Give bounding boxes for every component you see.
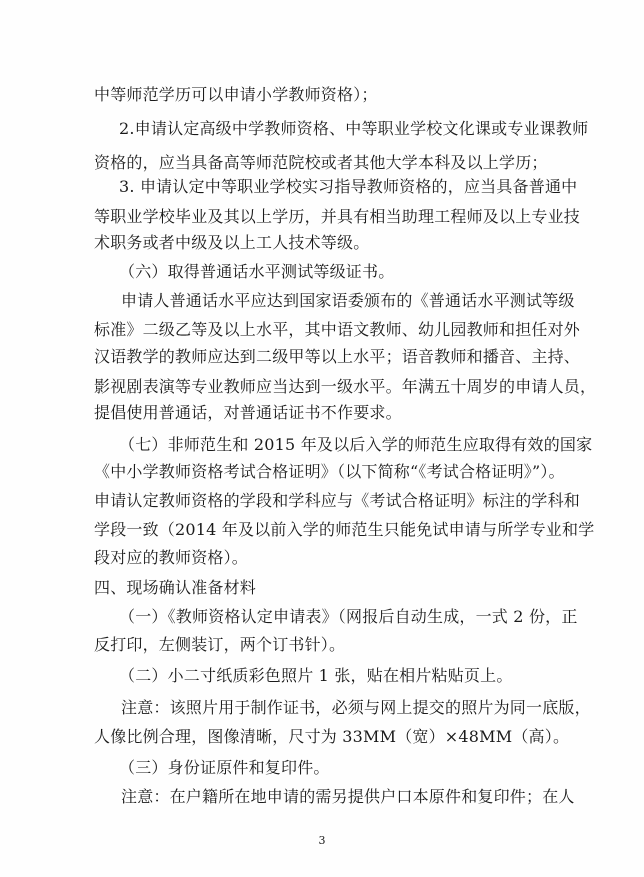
text-line: 中等师范学历可以申请小学教师资格）； [94, 85, 378, 104]
text-line: 申请认定教师资格的学段和学科应与《考试合格证明》标注的学科和 [94, 491, 581, 510]
text-line: 资格的，应当具备高等师范院校或者其他大学本科及以上学历； [94, 153, 548, 172]
text-line: 标准》二级乙等及以上水平，其中语文教师、幼儿园教师和担任对外 [94, 320, 581, 339]
text-line: 注意：该照片用于制作证书，必须与网上提交的照片为同一底版， [121, 698, 591, 717]
text-line: （二）小二寸纸质彩色照片 1 张，贴在相片粘贴页上。 [119, 666, 513, 685]
text-line: 段对应的教师资格）。 [94, 548, 249, 567]
text-line: 反打印，左侧装订，两个订书针）。 [94, 635, 346, 654]
text-line: 等职业学校毕业及其以上学历，并具有相当助理工程师及以上专业技 [94, 207, 581, 226]
text-line: 《中小学教师资格考试合格证明》（以下简称“《考试合格证明》”）。 [94, 462, 565, 481]
text-line: 申请人普通话水平应达到国家语委颁布的《普通话水平测试等级 [121, 291, 575, 310]
text-line: （一）《教师资格认定申请表》（网报后自动生成，一式 2 份，正 [119, 607, 578, 626]
section-heading: （七）非师范生和 2015 年及以后入学的师范生应取得有效的国家 [119, 435, 593, 454]
text-line: 汉语教学的教师应达到二级甲等以上水平；语音教师和播音、主持、 [94, 347, 581, 366]
text-line: （三）身份证原件和复印件。 [119, 758, 330, 777]
text-line: 注意：在户籍所在地申请的需另提供户口本原件和复印件；在人 [121, 787, 575, 806]
text-line: 2.申请认定高级中学教师资格、中等职业学校文化课或专业课教师 [119, 119, 589, 138]
page-number: 3 [318, 834, 326, 847]
text-line: 人像比例合理，图像清晰，尺寸为 33MM（宽）×48MM（高）。 [94, 727, 570, 746]
text-line: 提倡使用普通话，对普通话证书不作要求。 [94, 403, 402, 422]
text-line: 术职务或者中级及以上工人技术等级。 [94, 233, 370, 252]
text-line: 影视剧表演等专业教师应当达到一级水平。年满五十周岁的申请人员， [94, 377, 597, 396]
section-heading: 四、现场确认准备材料 [94, 578, 257, 597]
section-heading: （六）取得普通话水平测试等级证书。 [119, 262, 395, 281]
text-line: 学段一致（2014 年及以前入学的师范生只能免试申请与所学专业和学 [94, 520, 595, 539]
text-line: 3. 申请认定中等职业学校实习指导教师资格的，应当具备普通中 [119, 177, 578, 196]
